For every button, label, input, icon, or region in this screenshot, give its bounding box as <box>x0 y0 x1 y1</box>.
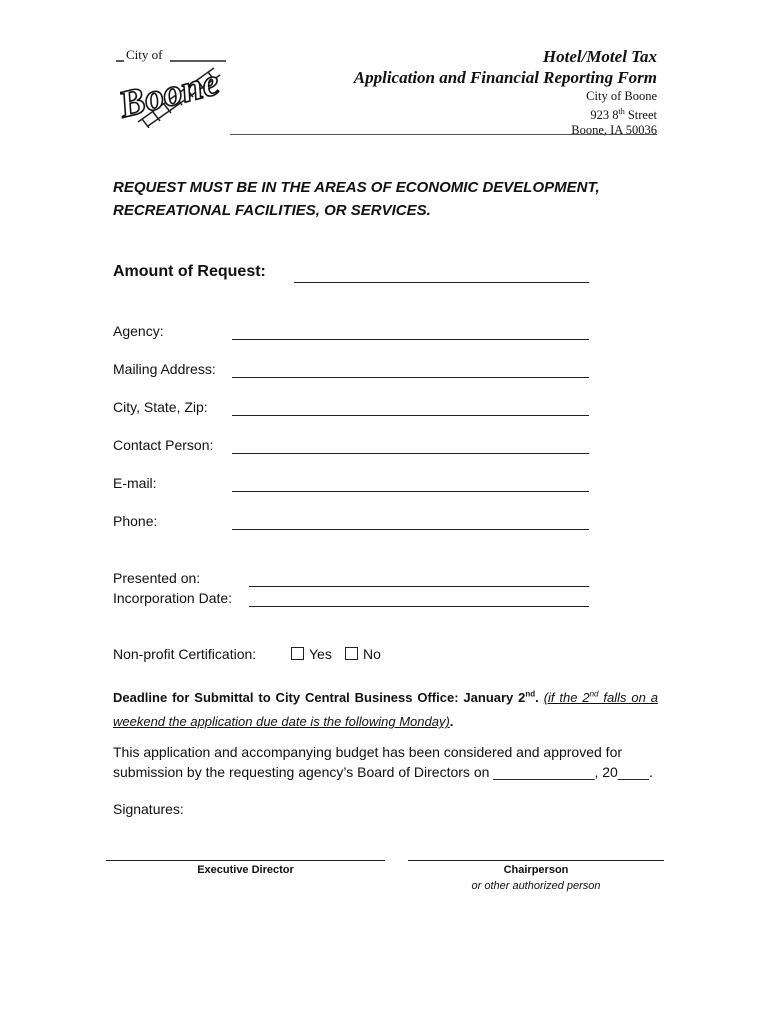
presented-on-label: Presented on: <box>113 570 201 586</box>
executive-director-caption: Executive Director <box>197 864 294 876</box>
deadline-bold: Deadline for Submittal to City Central Business Office: January 2nd. <box>113 690 539 706</box>
incorporation-date-field[interactable] <box>249 606 589 607</box>
address-line1: City of Boone <box>586 89 657 103</box>
executive-director-signature-line[interactable] <box>106 860 385 861</box>
amount-of-request-field[interactable] <box>294 282 589 283</box>
amount-of-request-label: Amount of Request: <box>113 263 266 280</box>
city-state-zip-field[interactable] <box>232 415 589 416</box>
header-divider <box>230 134 657 135</box>
yes-label: Yes <box>309 646 332 662</box>
logo-boone: Boone <box>114 61 224 127</box>
request-notice: REQUEST MUST BE IN THE AREAS OF ECONOMIC DEVELOPMENT, RECREATIONAL FACILITIES, OR SERVICES. <box>113 179 600 219</box>
mailing-address-field[interactable] <box>232 377 589 378</box>
board-approval-statement: This application and accompanying budget has been considered and approved for submission by the requesting agency’s Board of Directors on _____________, 20____. <box>113 744 653 780</box>
certification-no-option[interactable] <box>345 646 381 662</box>
agency-label: Agency: <box>113 323 164 339</box>
presented-on-field[interactable] <box>249 586 589 587</box>
form-title-line2: Application and Financial Reporting Form <box>353 68 657 87</box>
chairperson-caption: Chairperson <box>503 864 569 876</box>
address-line2: 923 8th Street <box>590 107 657 123</box>
email-label: E-mail: <box>113 475 157 491</box>
agency-field[interactable] <box>232 339 589 340</box>
signatures-label: Signatures: <box>113 801 184 817</box>
logo-city-of: City of <box>126 47 163 62</box>
mailing-address-label: Mailing Address: <box>113 361 216 377</box>
form-title <box>354 46 657 88</box>
non-profit-certification-label: Non-profit Certification: <box>113 646 257 662</box>
yes-checkbox[interactable] <box>291 647 304 660</box>
city-of-boone-logo <box>108 42 230 128</box>
chairperson-subcaption: or other authorized person <box>471 880 601 892</box>
deadline-weekend-note: (if the 2nd falls on a weekend the application due date is the following Monday) <box>113 690 658 730</box>
city-state-zip-label: City, State, Zip: <box>113 399 208 415</box>
phone-label: Phone: <box>113 513 158 529</box>
no-label: No <box>363 646 381 662</box>
address-line3: Boone, IA 50036 <box>571 123 657 138</box>
certification-yes-option[interactable] <box>291 646 332 662</box>
address-block <box>571 89 657 138</box>
deadline-notice: Deadline for Submittal to City Central Business Office: January 2nd. (if the 2nd falls on a weekend the application due date is the following Monday). <box>113 690 658 730</box>
phone-field[interactable] <box>232 529 589 530</box>
form-title-line1: Hotel/Motel Tax <box>542 47 657 66</box>
chairperson-signature-line[interactable] <box>408 860 664 861</box>
contact-person-label: Contact Person: <box>113 437 214 453</box>
incorporation-date-label: Incorporation Date: <box>113 590 233 606</box>
contact-person-field[interactable] <box>232 453 589 454</box>
no-checkbox[interactable] <box>345 647 358 660</box>
email-field[interactable] <box>232 491 589 492</box>
